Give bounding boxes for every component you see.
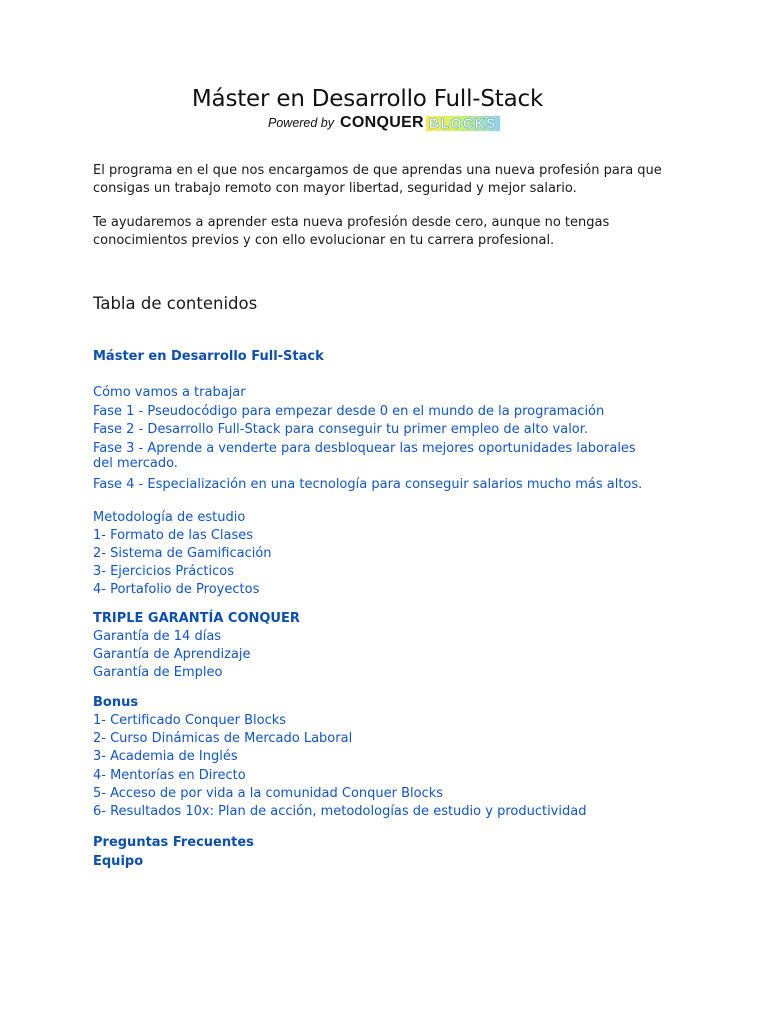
toc-link-formato-clases[interactable]: 1- Formato de las Clases xyxy=(93,528,254,543)
toc-link-preguntas-frecuentes[interactable]: Preguntas Frecuentes xyxy=(93,835,254,850)
toc-link-ejercicios[interactable]: 3- Ejercicios Prácticos xyxy=(93,564,235,579)
intro-paragraph-1: El programa en el que nos encargamos de que aprendas una nueva profesión para que consigas un trabajo remoto con mayor libertad, seguridad y mejor salario. xyxy=(93,163,662,196)
toc-link-resultados-10x[interactable]: 6- Resultados 10x: Plan de acción, metodologías de estudio y productividad xyxy=(93,804,587,819)
conquer-blocks-logo xyxy=(340,114,500,132)
toc-link-fase-3[interactable]: Fase 3 - Aprende a venderte para desbloquear las mejores oportunidades laborales del mercado. xyxy=(93,441,636,471)
toc-link-portafolio[interactable]: 4- Portafolio de Proyectos xyxy=(93,582,260,597)
toc-heading: Tabla de contenidos xyxy=(93,294,258,313)
toc-link-mentorias[interactable]: 4- Mentorías en Directo xyxy=(93,768,246,783)
powered-by-text: Powered by xyxy=(268,116,335,130)
toc-link-curso-dinamicas[interactable]: 2- Curso Dinámicas de Mercado Laboral xyxy=(93,731,353,746)
powered-by-line xyxy=(268,114,500,132)
toc-link-comunidad[interactable]: 5- Acceso de por vida a la comunidad Conquer Blocks xyxy=(93,786,444,801)
toc-link-garantia-aprendizaje[interactable]: Garantía de Aprendizaje xyxy=(93,647,251,662)
toc-link-bonus[interactable]: Bonus xyxy=(93,695,139,710)
toc-link-metodologia[interactable]: Metodología de estudio xyxy=(93,510,246,525)
toc-link-master[interactable]: Máster en Desarrollo Full-Stack xyxy=(93,349,324,364)
logo-blocks-word: BLOCKS xyxy=(426,116,500,131)
toc-link-fase-4[interactable]: Fase 4 - Especialización en una tecnología para conseguir salarios mucho más altos. xyxy=(93,477,643,492)
intro-paragraph-2: Te ayudaremos a aprender esta nueva profesión desde cero, aunque no tengas conocimientos previos y con ello evolucionar en tu carrera profesional. xyxy=(93,215,610,248)
toc-link-garantia-14[interactable]: Garantía de 14 días xyxy=(93,629,222,644)
toc-link-fase-2[interactable]: Fase 2 - Desarrollo Full-Stack para conseguir tu primer empleo de alto valor. xyxy=(93,422,589,437)
toc-link-garantia-empleo[interactable]: Garantía de Empleo xyxy=(93,665,223,680)
toc-link-fase-1[interactable]: Fase 1 - Pseudocódigo para empezar desde 0 en el mundo de la programación xyxy=(93,404,605,419)
toc-link-gamificacion[interactable]: 2- Sistema de Gamificación xyxy=(93,546,272,561)
toc-link-academia-ingles[interactable]: 3- Academia de Inglés xyxy=(93,749,238,764)
logo-conquer-word: CONQUER xyxy=(340,114,424,131)
toc-link-certificado[interactable]: 1- Certificado Conquer Blocks xyxy=(93,713,287,728)
toc-link-como-vamos[interactable]: Cómo vamos a trabajar xyxy=(93,385,246,400)
toc-link-triple-garantia[interactable]: TRIPLE GARANTÍA CONQUER xyxy=(93,611,300,626)
document-title: Máster en Desarrollo Full-Stack xyxy=(191,86,544,112)
toc-link-equipo[interactable]: Equipo xyxy=(93,854,144,869)
